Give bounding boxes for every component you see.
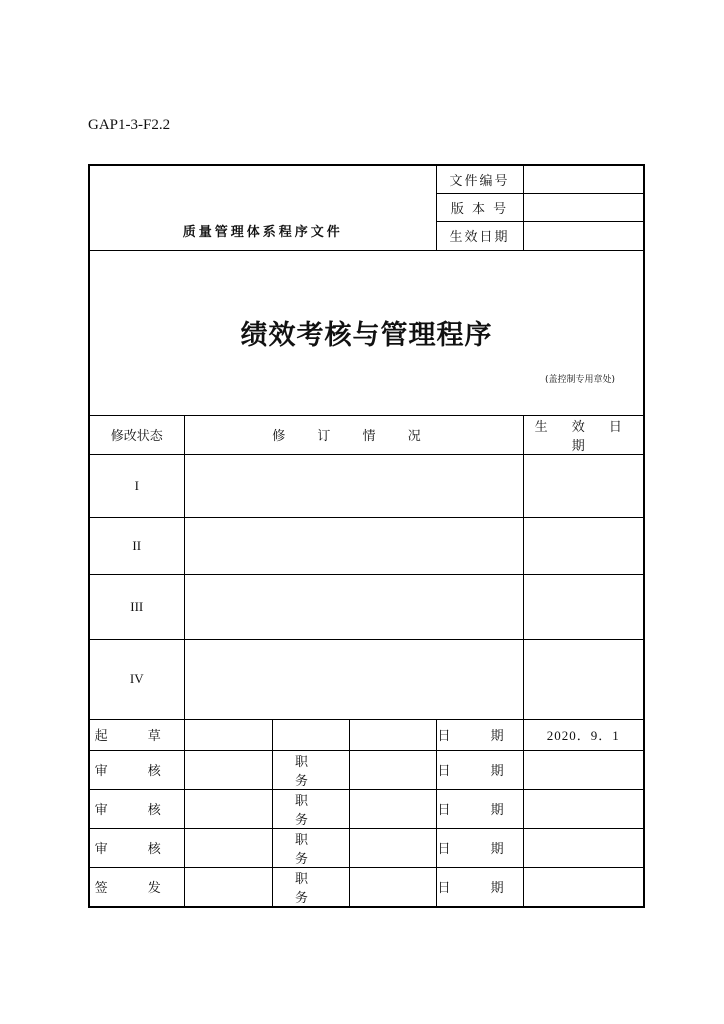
version-label: 版 本 号	[436, 193, 523, 221]
approval-position[interactable]	[349, 867, 436, 907]
revision-status-header: 修改状态	[89, 415, 184, 454]
approval-date-label: 日 期	[436, 719, 523, 750]
approval-position-label: 职 务	[272, 867, 349, 907]
approval-date[interactable]	[523, 828, 644, 867]
revision-date[interactable]	[523, 574, 644, 639]
document-code: GAP1-3-F2.2	[88, 117, 171, 133]
approval-name[interactable]	[184, 750, 272, 789]
approval-row	[89, 867, 644, 907]
revision-date[interactable]	[523, 454, 644, 517]
system-title: 质量管理体系程序文件	[89, 165, 436, 250]
revision-status: I	[89, 454, 184, 517]
approval-role: 审 核	[89, 789, 184, 828]
approval-position[interactable]	[349, 789, 436, 828]
approval-row	[89, 719, 644, 750]
revision-status: II	[89, 517, 184, 574]
approval-name[interactable]	[184, 867, 272, 907]
approval-role: 起 草	[89, 719, 184, 750]
approval-date[interactable]	[523, 750, 644, 789]
effective-date-label: 生效日期	[436, 221, 523, 250]
approval-position[interactable]	[349, 719, 436, 750]
approval-date[interactable]	[523, 789, 644, 828]
revision-detail[interactable]	[184, 454, 523, 517]
approval-name[interactable]	[184, 789, 272, 828]
approval-date[interactable]	[523, 867, 644, 907]
file-number-value[interactable]	[523, 165, 644, 193]
file-number-label: 文件编号	[436, 165, 523, 193]
approval-name[interactable]	[184, 719, 272, 750]
approval-position-label: 职 务	[272, 750, 349, 789]
approval-date-label: 日 期	[436, 750, 523, 789]
approval-position[interactable]	[349, 828, 436, 867]
revision-row	[89, 639, 644, 719]
revision-detail[interactable]	[184, 574, 523, 639]
revision-row	[89, 517, 644, 574]
approval-date-label: 日 期	[436, 789, 523, 828]
revision-detail[interactable]	[184, 639, 523, 719]
document-control-form	[88, 164, 645, 908]
approval-row	[89, 789, 644, 828]
revision-detail[interactable]	[184, 517, 523, 574]
document-title: 绩效考核与管理程序	[240, 319, 493, 351]
effective-date-value[interactable]	[523, 221, 644, 250]
approval-position-label: 职 务	[272, 789, 349, 828]
approval-date-label: 日 期	[436, 828, 523, 867]
approval-position-label: 职 务	[272, 828, 349, 867]
version-value[interactable]	[523, 193, 644, 221]
revision-detail-header: 修 订 情 况	[184, 415, 523, 454]
document-title-block	[89, 250, 644, 415]
revision-row	[89, 454, 644, 517]
approval-role: 审 核	[89, 828, 184, 867]
approval-date[interactable]: 2020．9．1	[523, 719, 644, 750]
approval-position[interactable]	[349, 750, 436, 789]
revision-status: III	[89, 574, 184, 639]
revision-status: IV	[89, 639, 184, 719]
approval-role: 审 核	[89, 750, 184, 789]
seal-note: (盖控制专用章处)	[544, 374, 616, 385]
revision-date[interactable]	[523, 639, 644, 719]
approval-role: 签 发	[89, 867, 184, 907]
revision-row	[89, 574, 644, 639]
approval-name[interactable]	[184, 828, 272, 867]
approval-position-label	[272, 719, 349, 750]
revision-date-header: 生 效 日 期	[523, 415, 644, 454]
revision-date[interactable]	[523, 517, 644, 574]
approval-row	[89, 750, 644, 789]
approval-row	[89, 828, 644, 867]
approval-date-label: 日 期	[436, 867, 523, 907]
